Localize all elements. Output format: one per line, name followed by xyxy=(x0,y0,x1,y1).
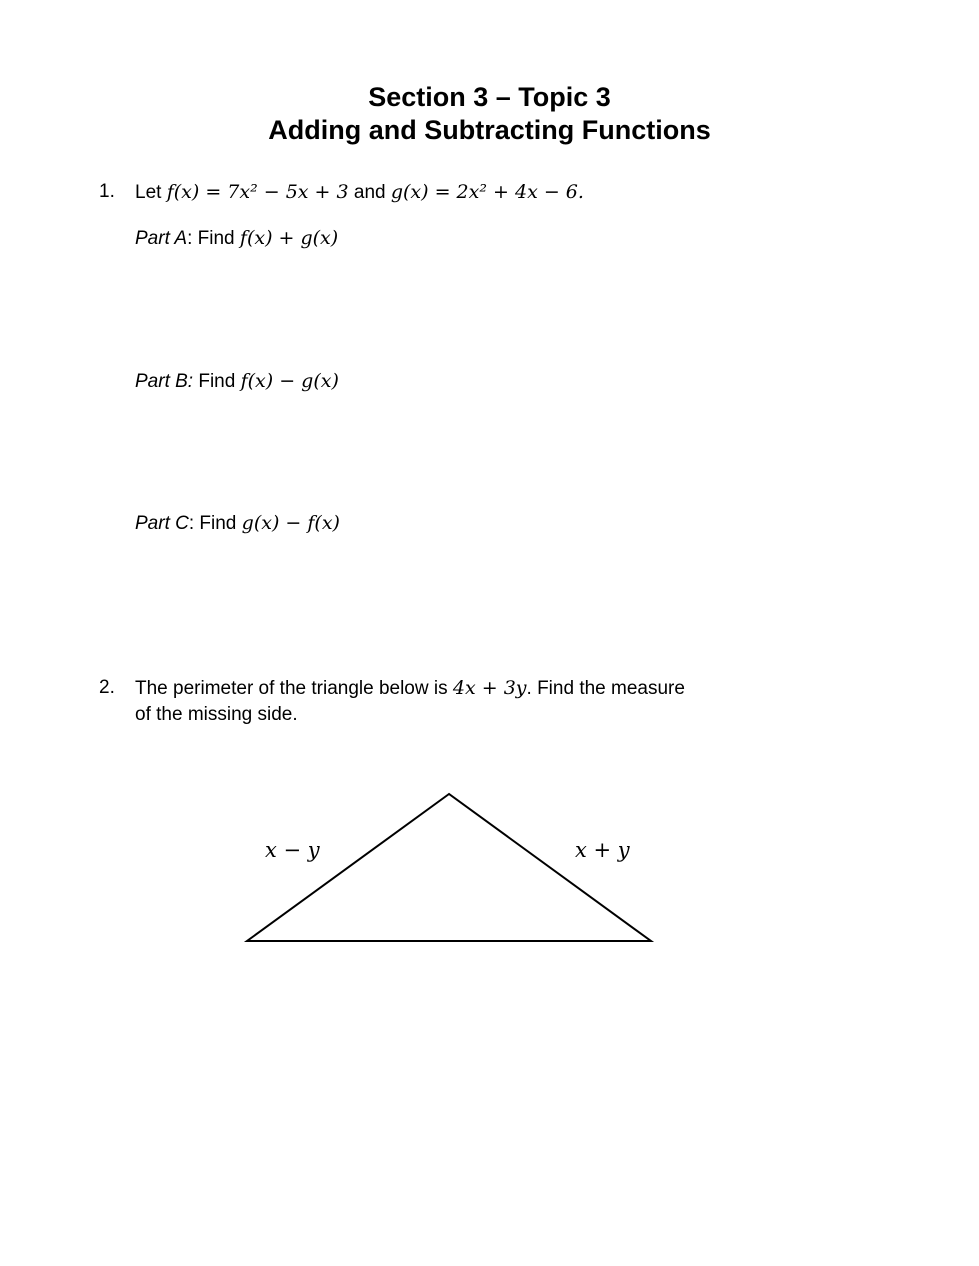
part-b-expression: f(x) − g(x) xyxy=(240,370,339,392)
part-a-find: : Find xyxy=(187,228,240,249)
page-title-section: Section 3 – Topic 3 xyxy=(368,82,611,112)
question-1-and: and xyxy=(348,182,391,203)
page-title-topic: Adding and Subtracting Functions xyxy=(268,115,711,145)
part-a-expression: f(x) + g(x) xyxy=(239,227,339,249)
question-2-line-2: of the missing side. xyxy=(135,704,298,725)
question-2-text-before: The perimeter of the triangle below is xyxy=(135,678,453,699)
question-2-number: 2. xyxy=(99,677,115,698)
question-2-text-after: . Find the measure xyxy=(526,678,685,699)
right-side-label: x + y xyxy=(575,838,630,862)
part-a-label: Part A xyxy=(135,228,188,249)
f-definition: f(x) = 7x² − 5x + 3 xyxy=(166,181,349,203)
part-c-label: Part C xyxy=(135,513,189,534)
question-1-let: Let xyxy=(135,182,167,203)
g-definition: g(x) = 2x² + 4x − 6. xyxy=(390,181,584,203)
part-c-expression: g(x) − f(x) xyxy=(241,512,340,534)
part-b-find: Find xyxy=(193,371,241,392)
part-c-find: : Find xyxy=(188,513,242,534)
question-1-number: 1. xyxy=(99,181,115,202)
triangle-shape xyxy=(247,794,651,941)
part-b-label: Part B: xyxy=(135,371,194,392)
left-side-label: x − y xyxy=(265,838,320,862)
perimeter-expression: 4x + 3y xyxy=(452,677,527,699)
